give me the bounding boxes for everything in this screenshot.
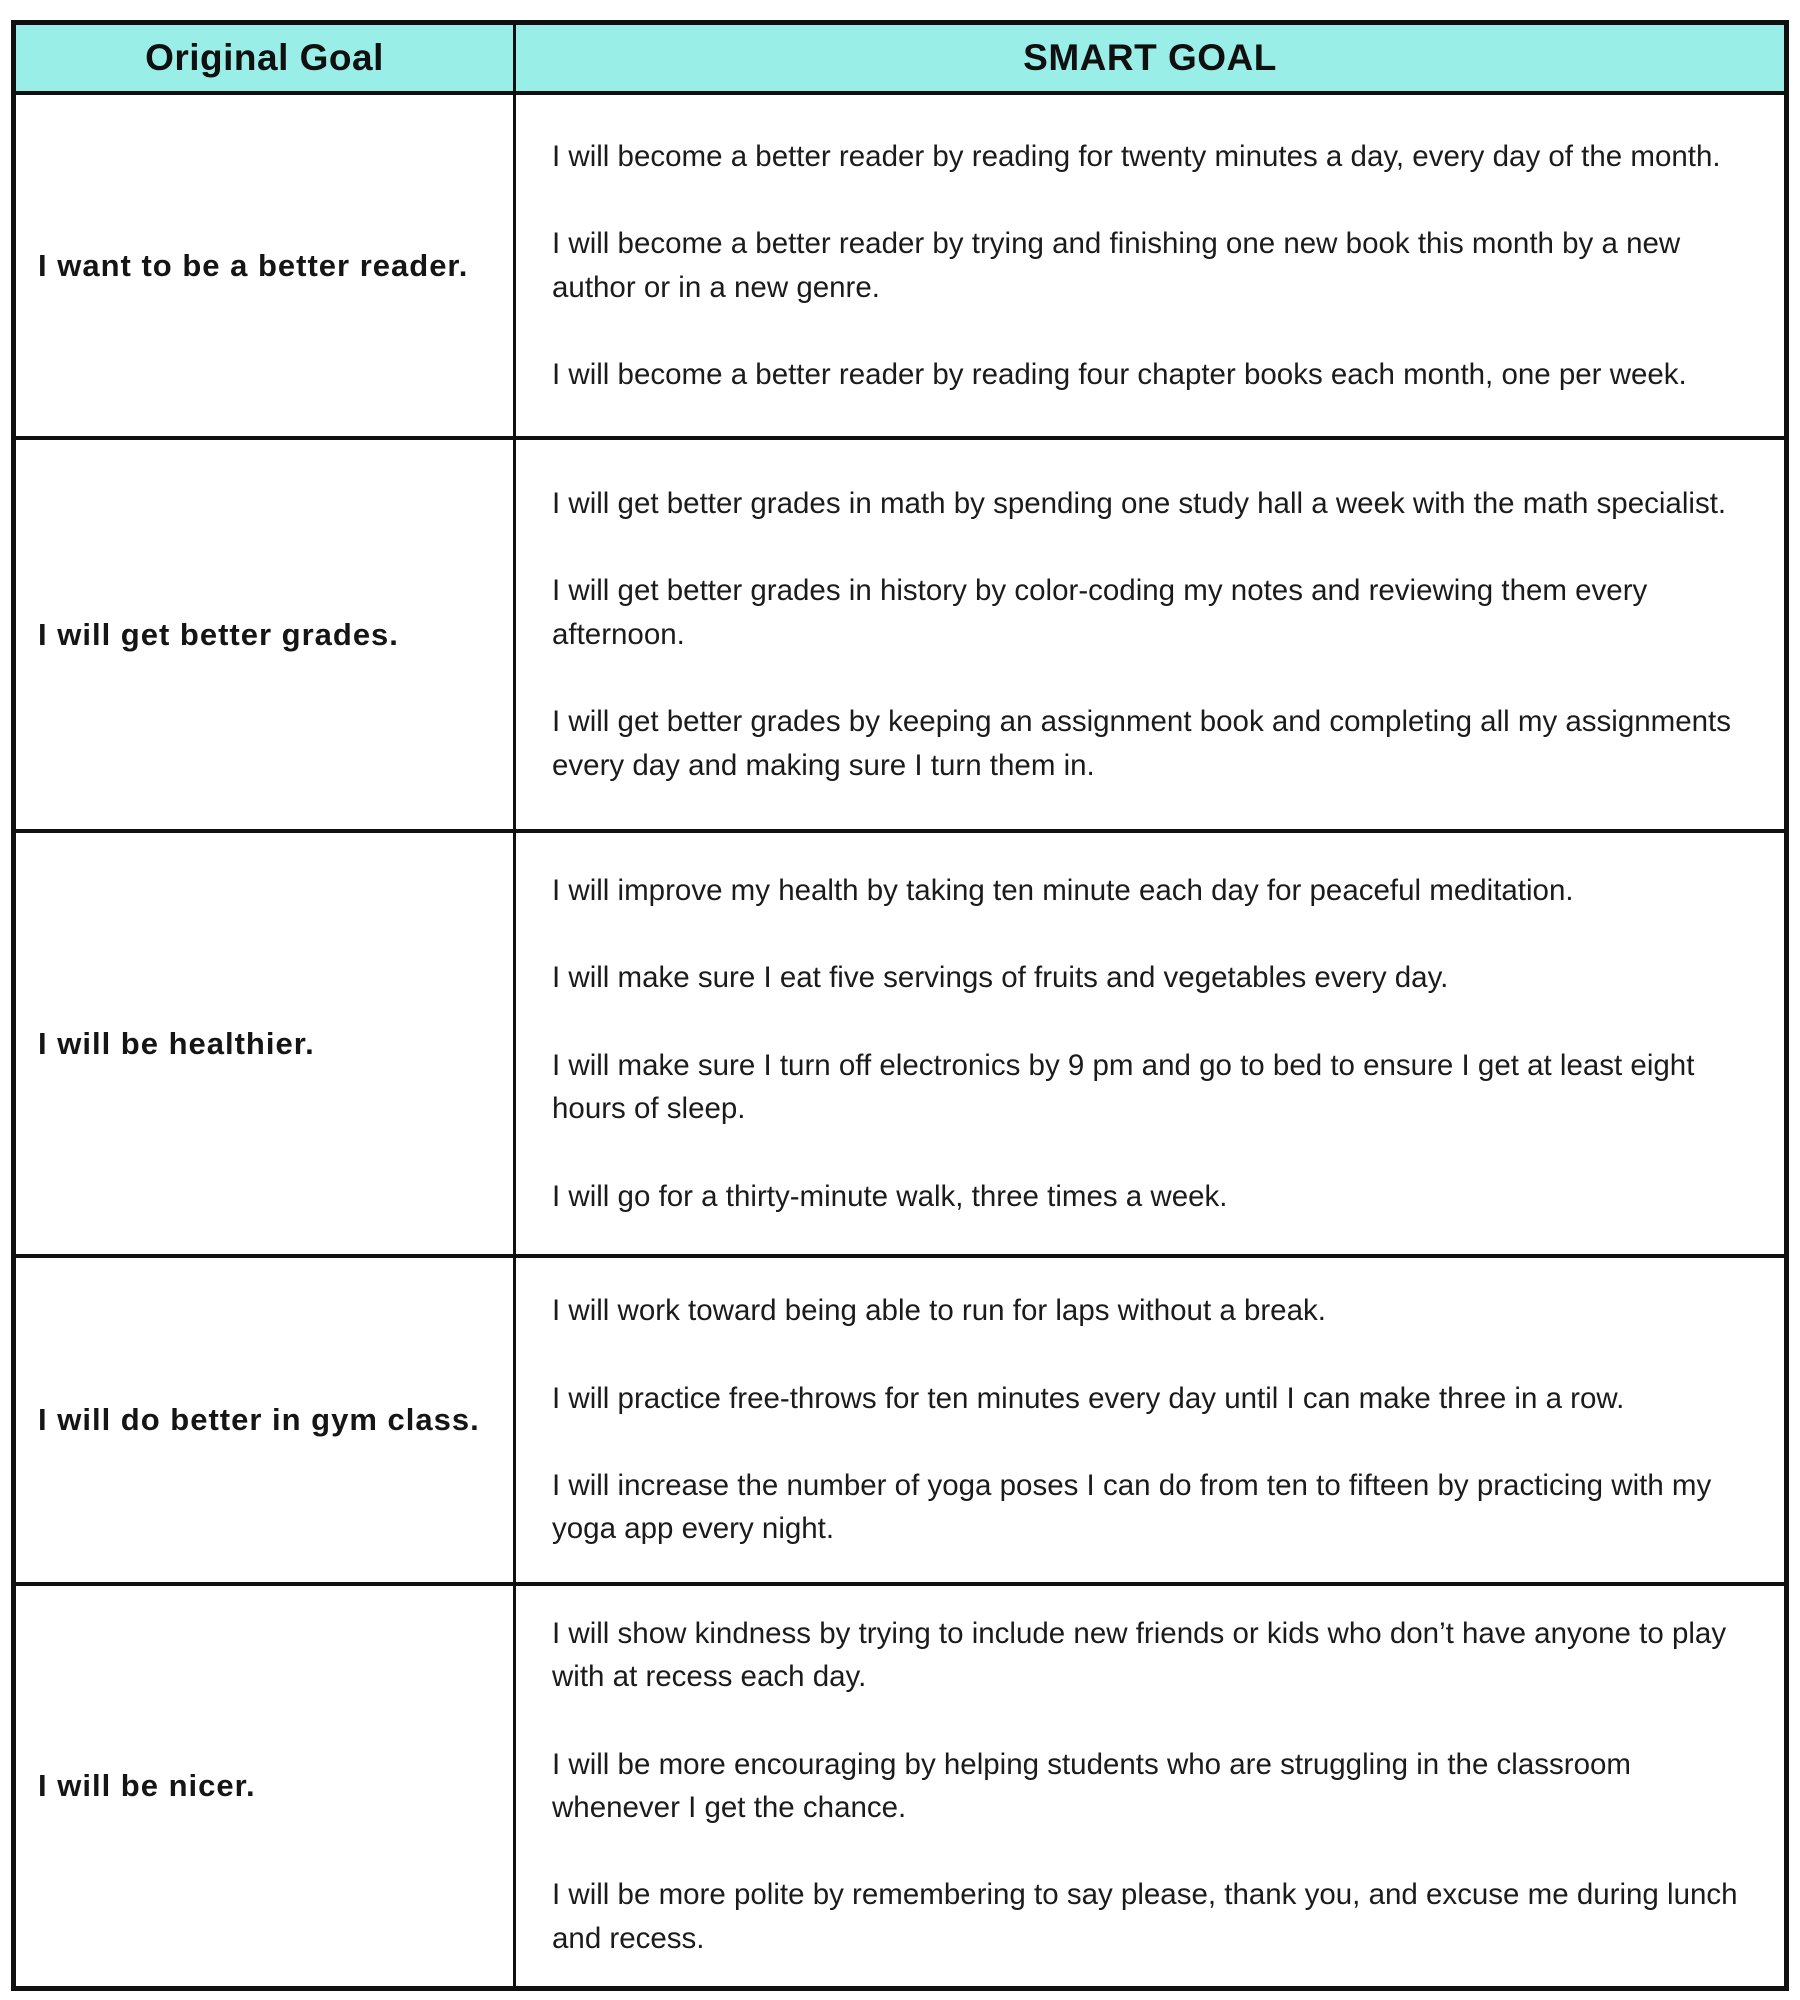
table-row-gym-class xyxy=(16,1254,1784,1582)
header-original-goal: Original Goal xyxy=(16,25,516,91)
smart-goal-item: I will get better grades in math by spending one study hall a week with the math specialist. xyxy=(552,487,1727,521)
original-goal-cell xyxy=(16,833,516,1254)
original-goal-label: I will be healthier. xyxy=(38,1025,315,1061)
original-goal-cell xyxy=(16,1258,516,1582)
table-row-better-reader xyxy=(16,91,1784,436)
smart-goal-item: I will become a better reader by trying and finishing one new book this month by a new author or in a new genre. xyxy=(552,227,1681,304)
smart-goal-item: I will be more polite by remembering to say please, thank you, and excuse me during lunch and recess. xyxy=(552,1878,1738,1955)
smart-goal-item: I will get better grades by keeping an assignment book and completing all my assignments every day and making sure I turn them in. xyxy=(552,705,1732,782)
smart-goal-item: I will increase the number of yoga poses I can do from ten to fifteen by practicing with my yoga app every night. xyxy=(552,1469,1712,1546)
smart-goal-item: I will work toward being able to run for laps without a break. xyxy=(552,1294,1326,1328)
smart-goal-item: I will become a better reader by reading for twenty minutes a day, every day of the month. xyxy=(552,139,1721,173)
smart-goal-item: I will practice free-throws for ten minutes every day until I can make three in a row. xyxy=(552,1381,1625,1415)
smart-goal-item: I will go for a thirty-minute walk, three times a week. xyxy=(552,1179,1228,1213)
smart-goal-cell xyxy=(516,833,1784,1254)
original-goal-label: I will be nicer. xyxy=(38,1768,256,1804)
smart-goal-item: I will make sure I eat five servings of fruits and vegetables every day. xyxy=(552,961,1449,995)
smart-goal-cell xyxy=(516,1586,1784,1986)
smart-goal-item: I will be more encouraging by helping students who are struggling in the classroom whenever I get the chance. xyxy=(552,1747,1631,1825)
original-goal-label: I will get better grades. xyxy=(38,616,399,652)
original-goal-cell xyxy=(16,440,516,829)
table-row-better-grades xyxy=(16,436,1784,829)
original-goal-label: I want to be a better reader. xyxy=(38,247,469,283)
smart-goal-cell xyxy=(516,1258,1784,1582)
original-goal-cell xyxy=(16,1586,516,1986)
original-goal-label: I will do better in gym class. xyxy=(38,1402,480,1438)
original-goal-cell xyxy=(16,95,516,436)
header-smart-goal: SMART GOAL xyxy=(1023,37,1277,78)
smart-goal-item: I will improve my health by taking ten minute each day for peaceful meditation. xyxy=(552,874,1574,908)
table-row-nicer xyxy=(16,1582,1784,1986)
smart-goal-item: I will show kindness by trying to include new friends or kids who don’t have anyone to play with at recess each day. xyxy=(552,1617,1727,1694)
smart-goal-item: I will become a better reader by reading four chapter books each month, one per week. xyxy=(552,357,1687,391)
smart-goal-item: I will get better grades in history by color-coding my notes and reviewing them every afternoon. xyxy=(552,574,1648,651)
smart-goal-worksheet-table xyxy=(11,20,1789,1991)
table-row-healthier xyxy=(16,829,1784,1254)
smart-goal-cell xyxy=(516,440,1784,829)
smart-goal-cell xyxy=(516,95,1784,436)
smart-goal-item: I will make sure I turn off electronics by 9 pm and go to bed to ensure I get at least eight hours of sleep. xyxy=(552,1048,1695,1126)
table-header-row xyxy=(16,25,1784,91)
